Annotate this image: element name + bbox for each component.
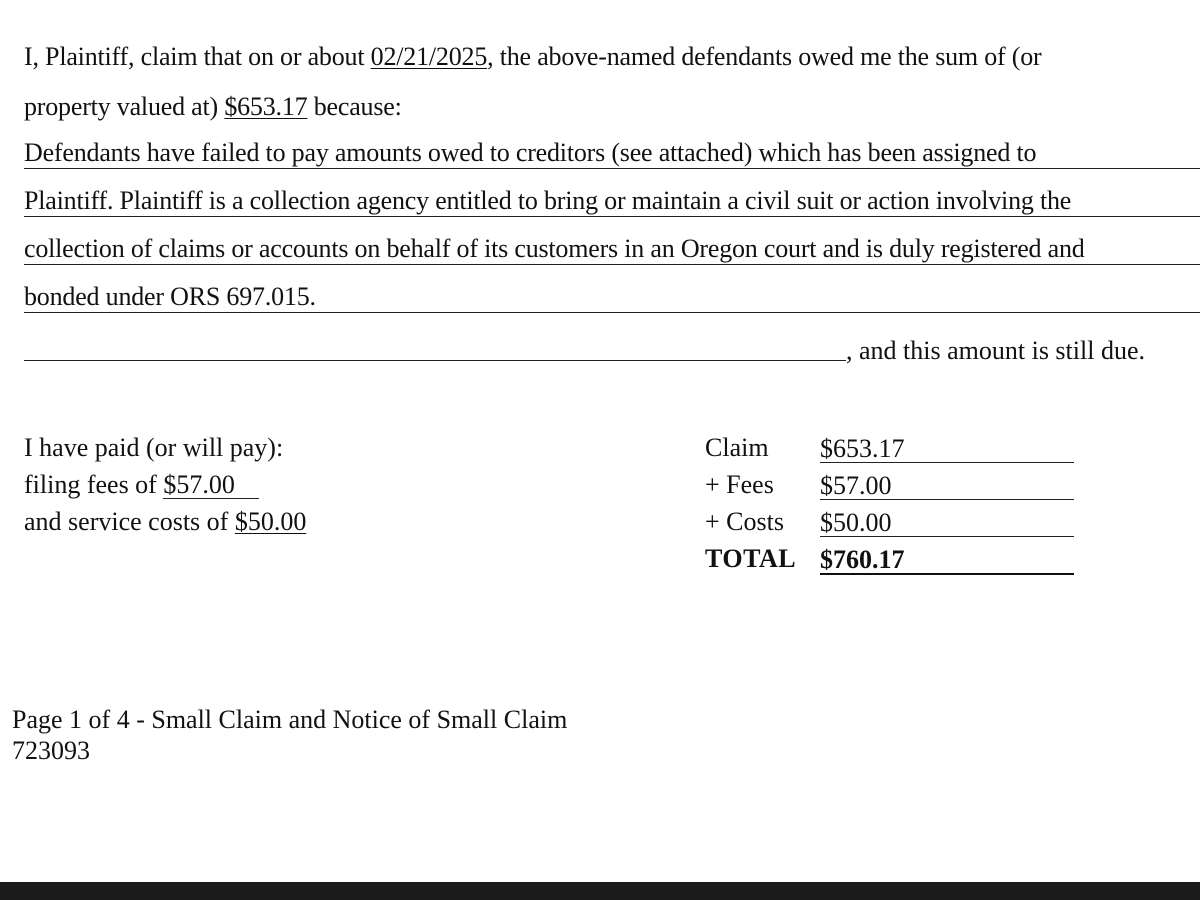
claim-intro: I, Plaintiff, claim that on or about [24,42,371,71]
summary-costs-value: $50.00 [820,509,1074,537]
footer-case-number: 723093 [12,736,90,765]
filing-fees-value: $57.00 [163,472,259,499]
blank-reason-line [24,338,846,361]
summary-claim-value: $653.17 [820,435,1074,463]
service-costs-value: $50.00 [234,507,307,536]
reason-line-3: collection of claims or accounts on behalf of its customers in an Oregon court and is duly registered and [24,234,1200,265]
claim-line-1 [24,42,1042,72]
reason-line-1: Defendants have failed to pay amounts owed to creditors (see attached) which has been assigned to [24,138,1200,169]
bottom-toolbar-strip [0,882,1200,900]
summary-total-label: TOTAL [705,544,797,573]
summary-fees-label: + Fees [705,470,774,499]
claim-date: 02/21/2025 [370,42,488,71]
claim-line2-prefix: property valued at) [24,92,225,121]
reason-line-4: bonded under ORS 697.015. [24,282,1200,313]
summary-costs-label: + Costs [705,507,784,536]
claim-because: because: [307,92,402,121]
footer-page-line: Page 1 of 4 - Small Claim and Notice of Small Claim [12,705,568,734]
reason-line-2: Plaintiff. Plaintiff is a collection agency entitled to bring or maintain a civil suit or action involving the [24,186,1200,217]
claim-amount: $653.17 [224,92,308,121]
service-costs-line [24,507,306,537]
paid-heading: I have paid (or will pay): [24,433,284,462]
claim-line-2 [24,92,402,122]
filing-fees-label: filing fees of [24,470,164,499]
summary-total-value: $760.17 [820,546,1074,575]
service-costs-label: and service costs of [24,507,235,536]
claim-owed-text: , the above-named defendants owed me the sum of (or [487,42,1042,71]
cut-off-text-fragment [240,0,470,2]
summary-claim-label: Claim [705,433,769,462]
summary-fees-value: $57.00 [820,472,1074,500]
still-due-text: , and this amount is still due. [846,336,1145,365]
filing-fees-line [24,470,259,500]
